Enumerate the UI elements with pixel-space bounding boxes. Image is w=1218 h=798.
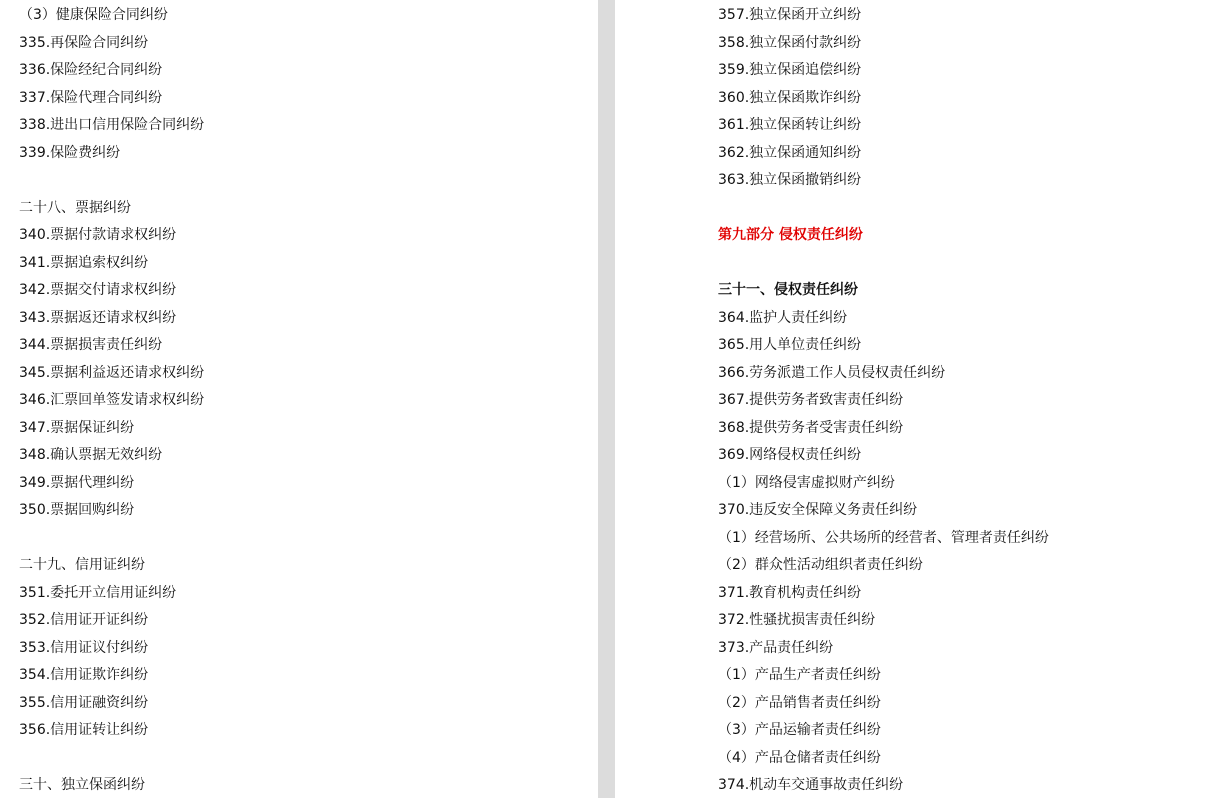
- list-item: 341.票据追索权纠纷: [19, 254, 149, 271]
- list-item: （4）产品仓储者责任纠纷: [718, 749, 881, 766]
- list-item: 360.独立保函欺诈纠纷: [718, 89, 862, 106]
- list-item: 365.用人单位责任纠纷: [718, 337, 862, 353]
- list-item: 361.独立保函转让纠纷: [718, 117, 862, 133]
- list-item: 374.机动车交通事故责任纠纷: [718, 777, 904, 793]
- list-item: 353.信用证议付纠纷: [19, 639, 149, 656]
- list-item: 369.网络侵权责任纠纷: [718, 447, 862, 463]
- list-item: 355.信用证融资纠纷: [19, 694, 149, 711]
- list-item: 二十九、信用证纠纷: [19, 557, 145, 573]
- list-item: 359.独立保函追偿纠纷: [718, 62, 862, 78]
- section-heading: 三十一、侵权责任纠纷: [718, 282, 858, 298]
- list-item: 339.保险费纠纷: [19, 144, 121, 161]
- page-gutter: [598, 0, 615, 798]
- list-item: （3）健康保险合同纠纷: [19, 7, 168, 23]
- list-item: （1）经营场所、公共场所的经营者、管理者责任纠纷: [718, 529, 1049, 546]
- list-item: 350.票据回购纠纷: [19, 502, 135, 518]
- list-item: 345.票据利益返还请求权纠纷: [19, 364, 205, 381]
- right-page: [615, 0, 1218, 798]
- list-item: 336.保险经纪合同纠纷: [19, 62, 163, 78]
- list-item: （2）群众性活动组织者责任纠纷: [718, 557, 923, 573]
- list-item: 337.保险代理合同纠纷: [19, 89, 163, 106]
- list-item: 358.独立保函付款纠纷: [718, 34, 862, 51]
- list-item: （1）产品生产者责任纠纷: [718, 667, 881, 683]
- list-item: 338.进出口信用保险合同纠纷: [19, 117, 205, 133]
- list-item: 342.票据交付请求权纠纷: [19, 282, 177, 298]
- list-item: 346.汇票回单签发请求权纠纷: [19, 392, 205, 408]
- part-heading: 第九部分 侵权责任纠纷: [718, 227, 863, 243]
- list-item: 344.票据损害责任纠纷: [19, 337, 163, 353]
- list-item: 370.违反安全保障义务责任纠纷: [718, 502, 918, 518]
- list-item: （1）网络侵害虚拟财产纠纷: [718, 474, 895, 491]
- list-item: 366.劳务派遣工作人员侵权责任纠纷: [718, 364, 946, 381]
- list-item: 354.信用证欺诈纠纷: [19, 667, 149, 683]
- list-item: 335.再保险合同纠纷: [19, 34, 149, 51]
- list-item: 363.独立保函撤销纠纷: [718, 172, 862, 188]
- list-item: 351.委托开立信用证纠纷: [19, 584, 177, 601]
- list-item: 三十、独立保函纠纷: [19, 777, 145, 793]
- list-item: （3）产品运输者责任纠纷: [718, 722, 881, 738]
- list-item: 352.信用证开证纠纷: [19, 612, 149, 628]
- list-item: 372.性骚扰损害责任纠纷: [718, 612, 876, 628]
- list-item: （2）产品销售者责任纠纷: [718, 694, 881, 711]
- list-item: 371.教育机构责任纠纷: [718, 584, 862, 601]
- list-item: 368.提供劳务者受害责任纠纷: [718, 419, 904, 436]
- list-item: 349.票据代理纠纷: [19, 474, 135, 491]
- list-item: 373.产品责任纠纷: [718, 639, 834, 656]
- list-item: 362.独立保函通知纠纷: [718, 144, 862, 161]
- list-item: 二十八、票据纠纷: [19, 199, 131, 216]
- list-item: 340.票据付款请求权纠纷: [19, 227, 177, 243]
- left-page: [0, 0, 598, 798]
- list-item: 343.票据返还请求权纠纷: [19, 309, 177, 326]
- list-item: 348.确认票据无效纠纷: [19, 447, 163, 463]
- list-item: 356.信用证转让纠纷: [19, 722, 149, 738]
- list-item: 367.提供劳务者致害责任纠纷: [718, 392, 904, 408]
- list-item: 347.票据保证纠纷: [19, 419, 135, 436]
- list-item: 364.监护人责任纠纷: [718, 309, 848, 326]
- list-item: 357.独立保函开立纠纷: [718, 7, 862, 23]
